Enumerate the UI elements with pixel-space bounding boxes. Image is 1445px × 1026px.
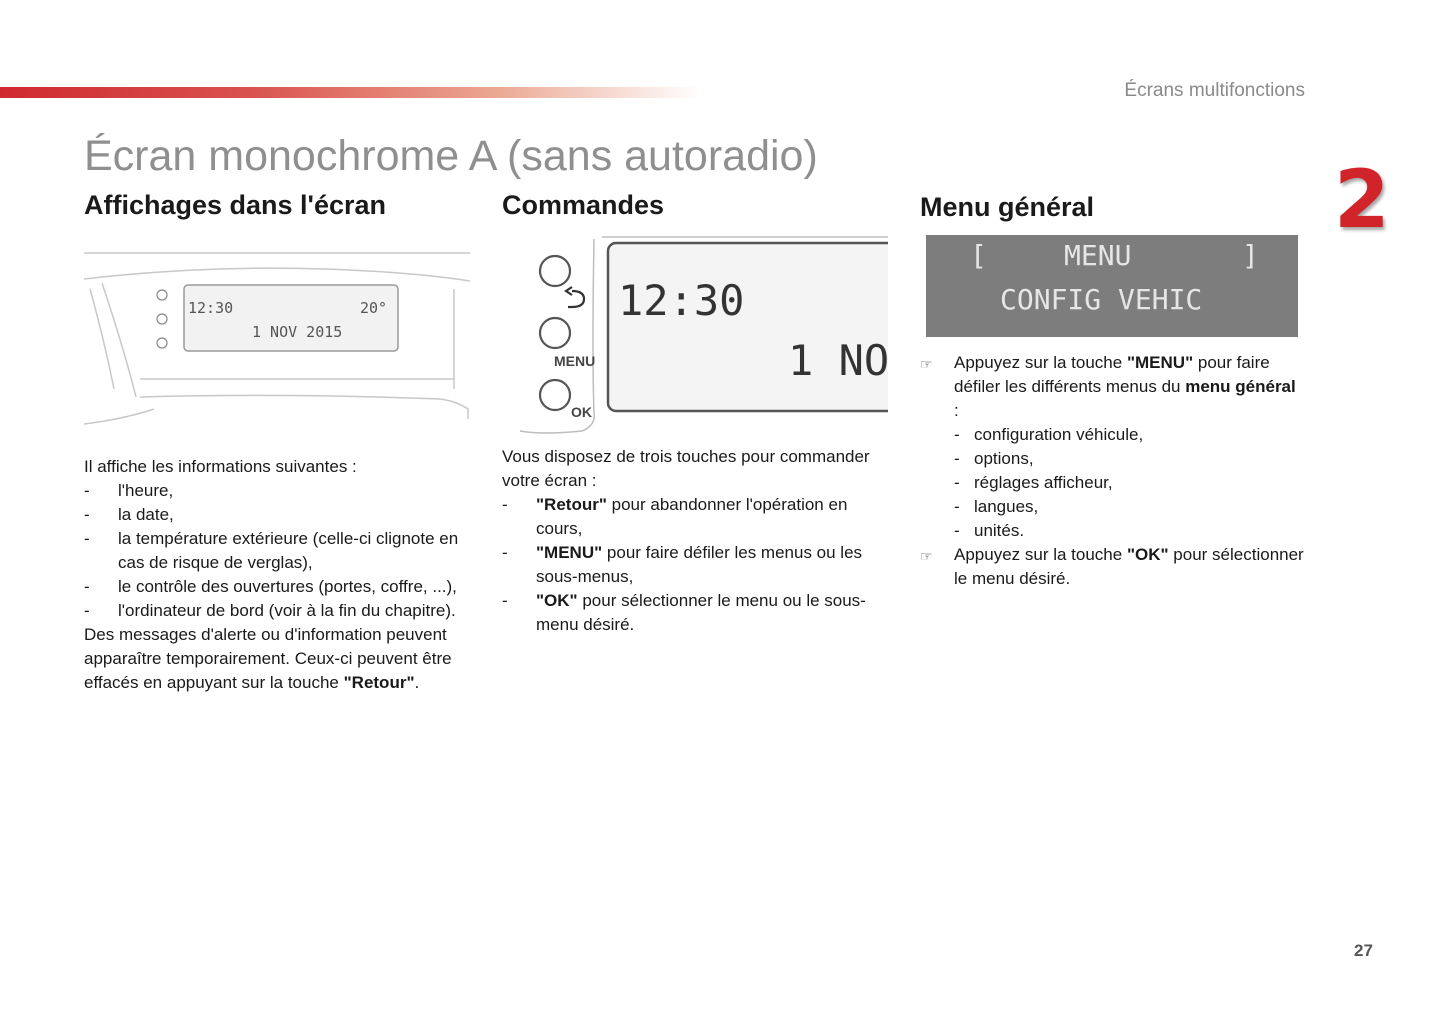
commandes-list (502, 493, 892, 637)
list-item: - options, (920, 447, 1305, 471)
key-label: "Retour" (536, 495, 607, 514)
step-text: Appuyez sur la touche (954, 545, 1127, 564)
outro-end: . (414, 673, 420, 692)
key-label: "OK" (536, 591, 578, 610)
submenu-list (920, 423, 1305, 543)
lcd-bracket-left: [ (970, 239, 987, 272)
list-item (502, 493, 892, 541)
chapter-number: 2 (1334, 153, 1390, 246)
step-key: "OK" (1126, 545, 1169, 564)
lcd-bracket-right: ] (1242, 239, 1259, 272)
dashboard-figure (84, 239, 470, 431)
ok-button (540, 380, 570, 410)
column-commandes (502, 190, 892, 637)
page-title: Écran monochrome A (sans autoradio) (84, 132, 818, 180)
list-item: - unités. (920, 519, 1305, 543)
column-menu-general (920, 190, 1305, 591)
key-label: "MENU" (536, 543, 603, 562)
pointing-hand-icon: ☞ (920, 548, 933, 564)
list-item: - réglages afficheur, (920, 471, 1305, 495)
list-item: - langues, (920, 495, 1305, 519)
step-key: "MENU" (1126, 353, 1194, 372)
controls-date: 1 NO (788, 336, 888, 385)
column-affichages (84, 190, 474, 695)
heading-commandes: Commandes (502, 190, 665, 220)
step-text: Appuyez sur la touche (954, 353, 1127, 372)
pointing-hand-icon: ☞ (920, 356, 933, 372)
list-item: - configuration véhicule, (920, 423, 1305, 447)
step-text: : (954, 401, 959, 420)
menu-lcd-illustration (926, 235, 1298, 337)
lcd-menu-title: MENU (1064, 239, 1132, 272)
page-number: 27 (1354, 941, 1373, 960)
heading-menu-general: Menu général (920, 192, 1095, 222)
list-item: - l'ordinateur de bord (voir à la fin du chapitre). (84, 599, 474, 623)
commandes-intro: Vous disposez de trois touches pour commander votre écran : (502, 447, 870, 490)
controls-figure (502, 235, 888, 435)
dashboard-date: 1 NOV 2015 (252, 323, 343, 341)
menu-button-label: MENU (554, 353, 596, 369)
ok-button-label: OK (571, 404, 592, 420)
affichages-list (84, 479, 474, 623)
list-item (502, 589, 892, 637)
affichages-intro: Il affiche les informations suivantes : (84, 457, 357, 476)
header-accent-bar (0, 87, 700, 98)
affichages-body (84, 455, 474, 695)
outro-text: Des messages d'alerte ou d'information peuvent apparaître temporairement. Ceux-ci peuvent être effacés en appuyant sur la touche (84, 625, 452, 692)
menu-button (540, 318, 570, 348)
list-item: - le contrôle des ouvertures (portes, coffre, ...), (84, 575, 474, 599)
list-item (502, 541, 892, 589)
return-button (540, 256, 570, 286)
list-item: - l'heure, (84, 479, 474, 503)
instruction-step-1 (920, 351, 1305, 423)
dashboard-time: 12:30 (188, 299, 234, 317)
menu-lcd-figure (926, 235, 1298, 337)
list-item: - la température extérieure (celle-ci clignote en cas de risque de verglas), (84, 527, 474, 575)
outro-key: "Retour" (343, 673, 415, 692)
return-arrow-icon (566, 287, 584, 307)
list-item: - la date, (84, 503, 474, 527)
dashboard-illustration (84, 239, 470, 431)
commandes-body (502, 445, 892, 637)
step-text: pour sélectionner le menu désiré. (954, 545, 1304, 588)
section-name: Écrans multifonctions (1124, 80, 1305, 101)
lcd-menu-item: CONFIG VEHIC (1000, 283, 1203, 316)
key-description: pour faire défiler les menus ou les sous-menus, (536, 543, 863, 586)
key-description: pour abandonner l'opération en cours, (536, 495, 848, 538)
menu-general-body (920, 351, 1305, 591)
step-bold: menu général (1185, 377, 1296, 396)
dashboard-temperature: 20° (360, 299, 388, 317)
affichages-outro (84, 623, 474, 695)
instruction-step-2 (920, 543, 1305, 591)
heading-affichages: Affichages dans l'écran (84, 190, 387, 220)
controls-time: 12:30 (618, 276, 745, 325)
step-text: pour faire défiler les différents menus du (954, 353, 1270, 396)
controls-illustration (502, 235, 888, 435)
key-description: pour sélectionner le menu ou le sous-menu désiré. (536, 591, 866, 634)
